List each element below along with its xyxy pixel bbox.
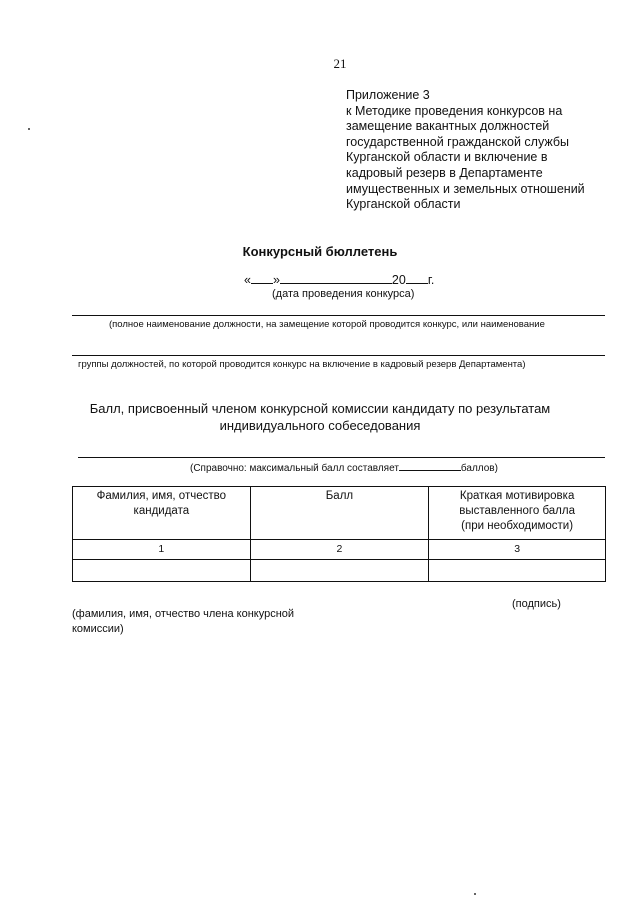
position-line-1[interactable] [72,315,605,316]
header-motivation [429,487,606,540]
candidate-cell[interactable] [73,560,251,582]
header-text: выставленного балла [459,505,575,517]
column-number: 2 [250,540,429,560]
table-header-row [73,487,606,540]
header-text: кандидата [133,505,190,517]
signature-caption: (подпись) [512,598,561,610]
appendix-line: к Методике проведения конкурсов на [346,103,563,118]
appendix-line: замещение вакантных должностей [346,119,550,134]
header-text: Фамилия, имя, отчество [96,490,226,502]
column-number: 3 [429,540,606,560]
appendix-block [346,88,626,213]
position-caption-1: (полное наименование должности, на замещение которой проводится конкурс, или наименование [109,319,545,330]
year-prefix: 20 [391,273,406,287]
motivation-cell[interactable] [429,560,606,582]
appendix-line: государственной гражданской службы [346,134,569,149]
score-heading-line: индивидуального собеседования [219,418,421,433]
document-title: Конкурсный бюллетень [242,244,398,259]
table-row [73,560,606,582]
score-cell[interactable] [250,560,429,582]
position-caption-2: группы должностей, по которой проводится конкурс на включение в кадровый резерв Департамента) [78,359,526,370]
appendix-line: Курганской области [346,197,461,212]
column-number: 1 [73,540,251,560]
reference-suffix: баллов) [460,463,498,474]
header-text: Краткая мотивировка [459,490,575,502]
scan-speck [474,893,476,895]
appendix-line: кадровый резерв в Департаменте [346,165,543,180]
score-line[interactable] [78,457,605,458]
date-caption: (дата проведения конкурса) [272,288,415,300]
page-number: 21 [333,56,347,71]
member-name-caption [72,607,294,637]
score-heading-line: Балл, присвоенный членом конкурсной комиссии кандидату по результатам [89,401,551,416]
appendix-line: Приложение 3 [346,88,430,102]
header-candidate [73,487,251,540]
date-line [244,272,434,287]
appendix-line: имущественных и земельных отношений [346,181,585,196]
open-quote: « [244,273,251,287]
close-quote: » [272,273,280,287]
reference-prefix: (Справочно: максимальный балл составляет [190,463,399,474]
scan-speck [28,128,30,130]
header-text: Балл [325,490,354,502]
member-caption-line: комиссии) [72,623,124,635]
month-blank[interactable] [280,272,392,284]
position-line-2[interactable] [72,355,605,356]
bulletin-table [72,486,606,582]
max-score-blank[interactable] [399,461,461,471]
year-blank[interactable] [406,272,428,284]
day-blank[interactable] [251,272,273,284]
header-text: (при необходимости) [461,520,574,532]
reference-note [190,461,498,474]
member-caption-line: (фамилия, имя, отчество члена конкурсной [72,608,295,620]
header-score [250,487,429,540]
appendix-line: Курганской области и включение в [346,150,548,165]
column-number-row [73,540,606,560]
score-heading [0,400,640,434]
year-suffix: г. [427,273,435,287]
